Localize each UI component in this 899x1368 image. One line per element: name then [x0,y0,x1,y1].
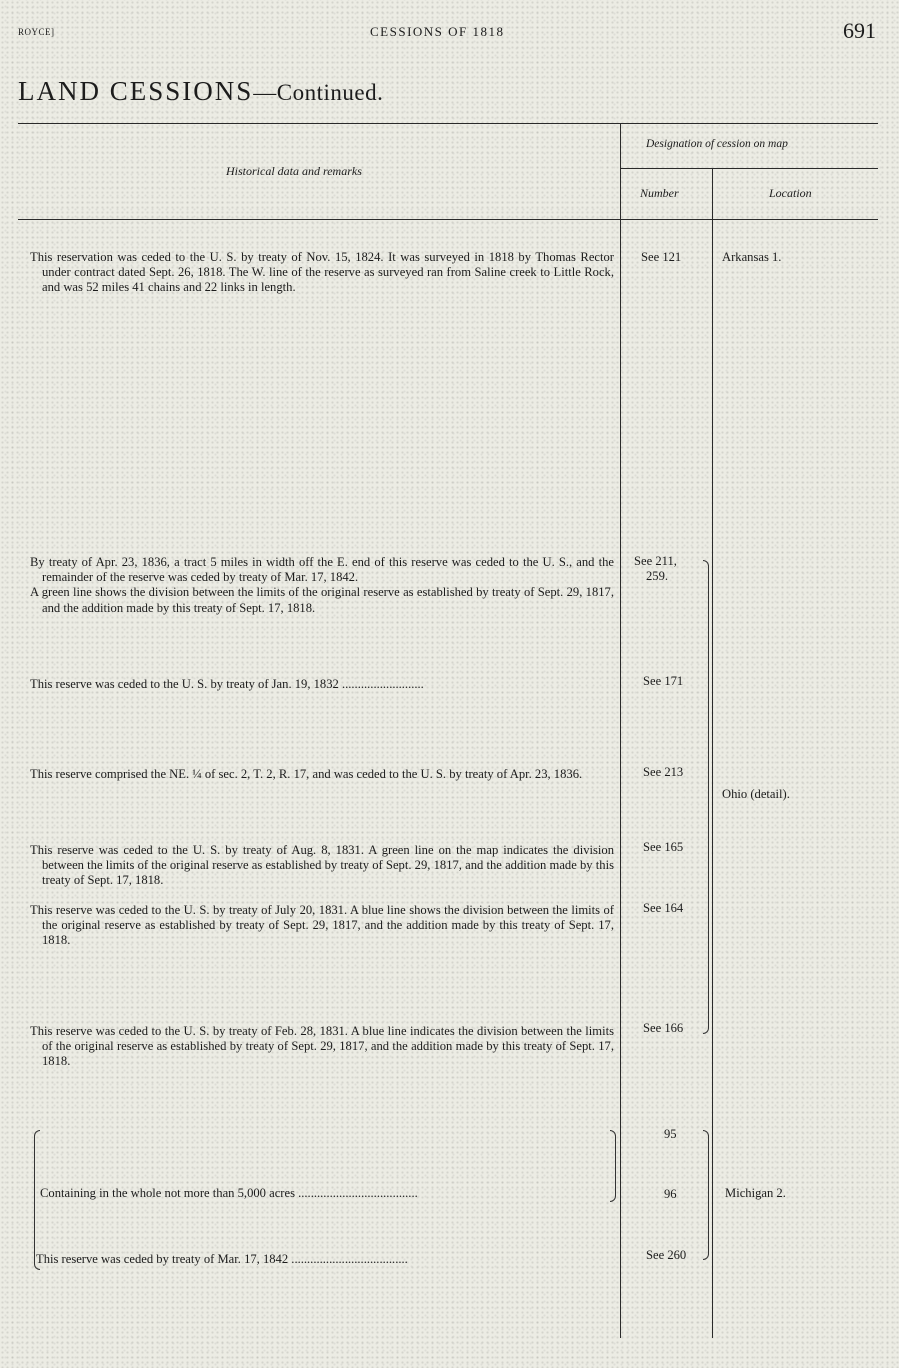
entry-paragraph: A green line shows the division between the limits of the original reserve as established by treaty of Sept. 29, 1817, and the addition made by this treaty of Sept. 17, 1818. [30,585,614,615]
entry-6 [30,903,614,949]
page-number: 691 [843,18,876,43]
entry-5-number: See 165 [643,840,684,854]
header-number: Number [640,186,679,200]
entry-2-number: See 211, [634,554,677,568]
entry-paragraph: This reserve was ceded to the U. S. by treaty of Feb. 28, 1831. A blue line indicates the division between the limits of the original reserve as established by treaty of Sept. 29, 1817, and the addition made by this treaty of Sept. 17, 1818. [30,1024,614,1069]
entry-8 [40,1186,615,1201]
running-head-author: ROYCE] [18,27,55,37]
entry-paragraph: This reserve was ceded to the U. S. by treaty of Aug. 8, 1831. A green line on the map indicates the division between the limits of the original reserve as established by treaty of Sept. 29, 1817, and the addition made by this treaty of Sept. 17, 1818. [30,843,614,888]
entry-paragraph: This reserve comprised the NE. ¼ of sec. 2, T. 2, R. 17, and was ceded to the U. S. by treaty of Apr. 23, 1836. [30,767,583,781]
entry-paragraph: This reserve was ceded by treaty of Mar. 17, 1842 ..................................... [36,1252,408,1266]
entry-7-number: See 166 [643,1021,684,1035]
entry-1-number: See 121 [641,250,682,264]
entry-7 [30,1024,614,1070]
entry-paragraph: This reserve was ceded to the U. S. by treaty of Jan. 19, 1832 .......................... [30,677,424,691]
entry-paragraph: This reservation was ceded to the U. S. by treaty of Nov. 15, 1824. It was surveyed in 1818 by Thomas Rector under contract dated Sept. 26, 1818. The W. line of the reserve as surveyed ran from Saline creek to Little Rock, and was 52 miles 41 chains and 22 links in length. [30,250,614,295]
entry-paragraph: Containing in the whole not more than 5,000 acres ...................................... [40,1186,418,1200]
header-designation: Designation of cession on map [646,138,788,150]
column-divider-1 [620,123,621,1338]
michigan-brace [703,1130,709,1260]
table-header-rule [18,219,878,220]
entry-9-number: See 260 [646,1248,687,1262]
page-title-main: LAND CESSIONS [18,76,254,106]
table-top-rule [18,123,878,124]
entry-2 [30,555,614,616]
entry-paragraph: By treaty of Apr. 23, 1836, a tract 5 miles in width off the E. end of this reserve was ceded to the U. S., and the remainder of the reserve was ceded by treaty of Mar. 17, 1842. [30,555,614,585]
page-title [18,76,383,107]
entry-4 [30,767,614,782]
header-location: Location [769,186,812,200]
entry-3 [30,677,620,692]
entry-9 [36,1252,616,1267]
entry-5 [30,843,614,889]
entry-1 [30,250,614,296]
location-ohio: Ohio (detail). [722,787,790,801]
entry-3-number: See 171 [643,674,684,688]
entry-2-number-2: 259. [646,569,669,583]
location-arkansas: Arkansas 1. [722,250,782,264]
entry-8-number-95: 95 [664,1127,677,1141]
location-michigan: Michigan 2. [725,1186,786,1200]
column-divider-2 [712,168,713,1338]
entry-paragraph: This reserve was ceded to the U. S. by treaty of July 20, 1831. A blue line shows the division between the limits of the original reserve as established by treaty of Sept. 29, 1817, and the addition made by this treaty of Sept. 17, 1818. [30,903,614,948]
entry-4-number: See 213 [643,765,684,779]
page-title-continued: —Continued. [253,80,384,105]
ohio-brace [703,560,709,1034]
entry-6-number: See 164 [643,901,684,915]
entry-8-number: 96 [664,1187,677,1201]
designation-rule [620,168,878,169]
running-head-title: CESSIONS OF 1818 [370,24,505,39]
header-historical: Historical data and remarks [226,164,362,178]
